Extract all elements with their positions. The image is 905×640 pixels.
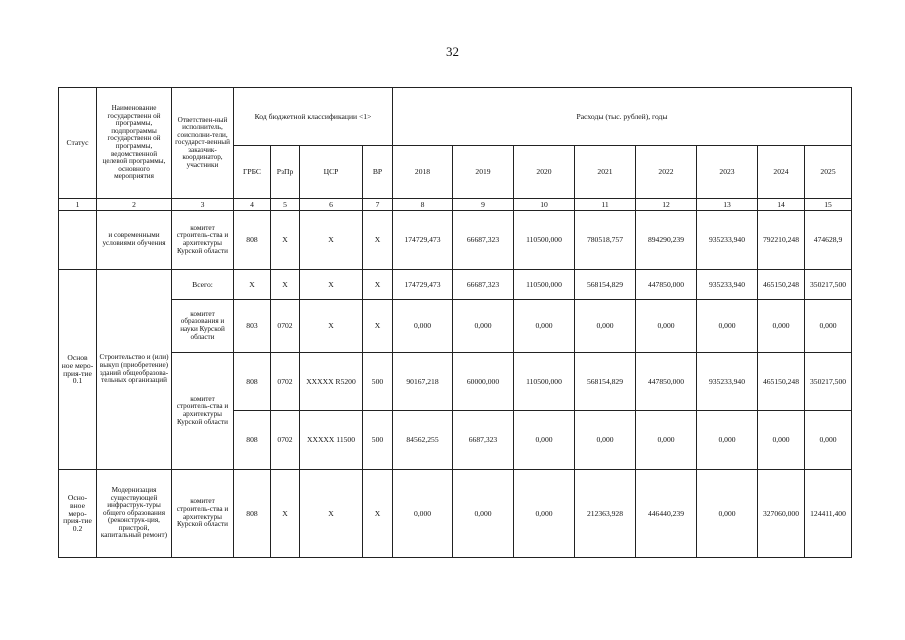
rzpr-cell: 0702 <box>271 353 300 411</box>
value-cell: 0,000 <box>805 411 852 470</box>
value-cell: 0,000 <box>514 470 575 558</box>
header-responsible: Ответствен-ный исполнитель, соисполни-тели, государст-венный заказчик-координатор, участники <box>172 88 234 199</box>
value-cell: 792210,248 <box>758 211 805 270</box>
value-cell: 465150,248 <box>758 353 805 411</box>
column-number: 13 <box>697 199 758 211</box>
value-cell: 935233,940 <box>697 353 758 411</box>
csr-cell: Х <box>300 300 363 353</box>
header-year: 2021 <box>575 146 636 199</box>
vr-cell: Х <box>363 470 393 558</box>
header-vr: ВР <box>363 146 393 199</box>
vr-cell: Х <box>363 211 393 270</box>
value-cell: 212363,928 <box>575 470 636 558</box>
responsible-cell: комитет строитель-ства и архитектуры Курской области <box>172 211 234 270</box>
value-cell: 0,000 <box>758 411 805 470</box>
value-cell: 66687,323 <box>453 270 514 300</box>
header-bk-code: Код бюджетной классификации <1> <box>234 88 393 146</box>
column-number: 8 <box>393 199 453 211</box>
csr-cell: XXXXX 11500 <box>300 411 363 470</box>
header-year: 2019 <box>453 146 514 199</box>
column-number: 7 <box>363 199 393 211</box>
value-cell: 447850,000 <box>636 353 697 411</box>
status-cell <box>59 211 97 270</box>
value-cell: 0,000 <box>697 411 758 470</box>
column-number: 14 <box>758 199 805 211</box>
value-cell: 0,000 <box>697 300 758 353</box>
header-year: 2024 <box>758 146 805 199</box>
table-row <box>59 300 852 353</box>
value-cell: 780518,757 <box>575 211 636 270</box>
grbs-cell: 808 <box>234 211 271 270</box>
value-cell: 446440,239 <box>636 470 697 558</box>
column-number: 3 <box>172 199 234 211</box>
value-cell: 110500,000 <box>514 270 575 300</box>
table-row <box>59 353 852 411</box>
status-cell: Осно-вное меро-прия-тие 0.2 <box>59 470 97 558</box>
value-cell: 568154,829 <box>575 270 636 300</box>
program-name: Модернизация существующей инфраструк-туры общего образования (реконструк-ция, пристрой, капитальный ремонт) <box>97 470 172 558</box>
column-number: 4 <box>234 199 271 211</box>
header-expenses: Расходы (тыс. рублей), годы <box>393 88 852 146</box>
value-cell: 0,000 <box>758 300 805 353</box>
value-cell: 66687,323 <box>453 211 514 270</box>
budget-table <box>58 87 852 558</box>
vr-cell: Х <box>363 300 393 353</box>
value-cell: 174729,473 <box>393 270 453 300</box>
value-cell: 327060,000 <box>758 470 805 558</box>
header-year: 2022 <box>636 146 697 199</box>
status-cell: Основ ное меро-прия-тие 0.1 <box>59 270 97 470</box>
value-cell: 0,000 <box>393 470 453 558</box>
value-cell: 474628,9 <box>805 211 852 270</box>
header-year: 2025 <box>805 146 852 199</box>
value-cell: 0,000 <box>575 300 636 353</box>
header-year: 2023 <box>697 146 758 199</box>
value-cell: 110500,000 <box>514 353 575 411</box>
value-cell: 0,000 <box>697 470 758 558</box>
header-status: Статус <box>59 88 97 199</box>
value-cell: 6687,323 <box>453 411 514 470</box>
value-cell: 0,000 <box>393 300 453 353</box>
program-name: Строительство и (или) выкуп (приобретение) зданий общеобразова-тельных организаций <box>97 270 172 470</box>
grbs-cell: 808 <box>234 353 271 411</box>
vr-cell: 500 <box>363 411 393 470</box>
responsible-cell: комитет строитель-ства и архитектуры Курской области <box>172 353 234 470</box>
rzpr-cell: 0702 <box>271 411 300 470</box>
value-cell: 90167,218 <box>393 353 453 411</box>
header-year: 2018 <box>393 146 453 199</box>
header-rzpr: РзПр <box>271 146 300 199</box>
value-cell: 84562,255 <box>393 411 453 470</box>
responsible-cell: комитет образования и науки Курской области <box>172 300 234 353</box>
value-cell: 568154,829 <box>575 353 636 411</box>
value-cell: 894290,239 <box>636 211 697 270</box>
value-cell: 350217,500 <box>805 270 852 300</box>
grbs-cell: 803 <box>234 300 271 353</box>
column-number: 11 <box>575 199 636 211</box>
csr-cell: Х <box>300 470 363 558</box>
header-year: 2020 <box>514 146 575 199</box>
value-cell: 0,000 <box>636 300 697 353</box>
table-row <box>59 211 852 270</box>
grbs-cell: 808 <box>234 411 271 470</box>
column-number: 9 <box>453 199 514 211</box>
total-label: Всего: <box>172 270 234 300</box>
header-grbs: ГРБС <box>234 146 271 199</box>
csr-cell: Х <box>300 211 363 270</box>
value-cell: 0,000 <box>514 300 575 353</box>
vr-cell: Х <box>363 270 393 300</box>
value-cell: 0,000 <box>453 300 514 353</box>
header-name: Наименование государственн ой программы, подпрограммы государственн ой программы, ведомственной целевой программы, основного мероприятия <box>97 88 172 199</box>
column-number: 6 <box>300 199 363 211</box>
value-cell: 0,000 <box>805 300 852 353</box>
column-number: 10 <box>514 199 575 211</box>
value-cell: 935233,940 <box>697 270 758 300</box>
value-cell: 0,000 <box>514 411 575 470</box>
page-number: 32 <box>446 44 459 59</box>
value-cell: 60000,000 <box>453 353 514 411</box>
column-number: 15 <box>805 199 852 211</box>
header-csr: ЦСР <box>300 146 363 199</box>
csr-cell: XXXXX R5200 <box>300 353 363 411</box>
value-cell: 935233,940 <box>697 211 758 270</box>
value-cell: 110500,000 <box>514 211 575 270</box>
column-number: 5 <box>271 199 300 211</box>
column-number: 2 <box>97 199 172 211</box>
value-cell: 447850,000 <box>636 270 697 300</box>
grbs-cell: Х <box>234 270 271 300</box>
value-cell: 465150,248 <box>758 270 805 300</box>
value-cell: 0,000 <box>575 411 636 470</box>
program-name: и современными условиями обучения <box>97 211 172 270</box>
value-cell: 174729,473 <box>393 211 453 270</box>
rzpr-cell: Х <box>271 470 300 558</box>
rzpr-cell: Х <box>271 211 300 270</box>
value-cell: 124411,400 <box>805 470 852 558</box>
value-cell: 350217,500 <box>805 353 852 411</box>
value-cell: 0,000 <box>636 411 697 470</box>
grbs-cell: 808 <box>234 470 271 558</box>
csr-cell: Х <box>300 270 363 300</box>
column-number: 1 <box>59 199 97 211</box>
table-row <box>59 270 852 300</box>
column-number: 12 <box>636 199 697 211</box>
table-row <box>59 470 852 558</box>
responsible-cell: комитет строитель-ства и архитектуры Курской области <box>172 470 234 558</box>
rzpr-cell: Х <box>271 270 300 300</box>
rzpr-cell: 0702 <box>271 300 300 353</box>
value-cell: 0,000 <box>453 470 514 558</box>
vr-cell: 500 <box>363 353 393 411</box>
